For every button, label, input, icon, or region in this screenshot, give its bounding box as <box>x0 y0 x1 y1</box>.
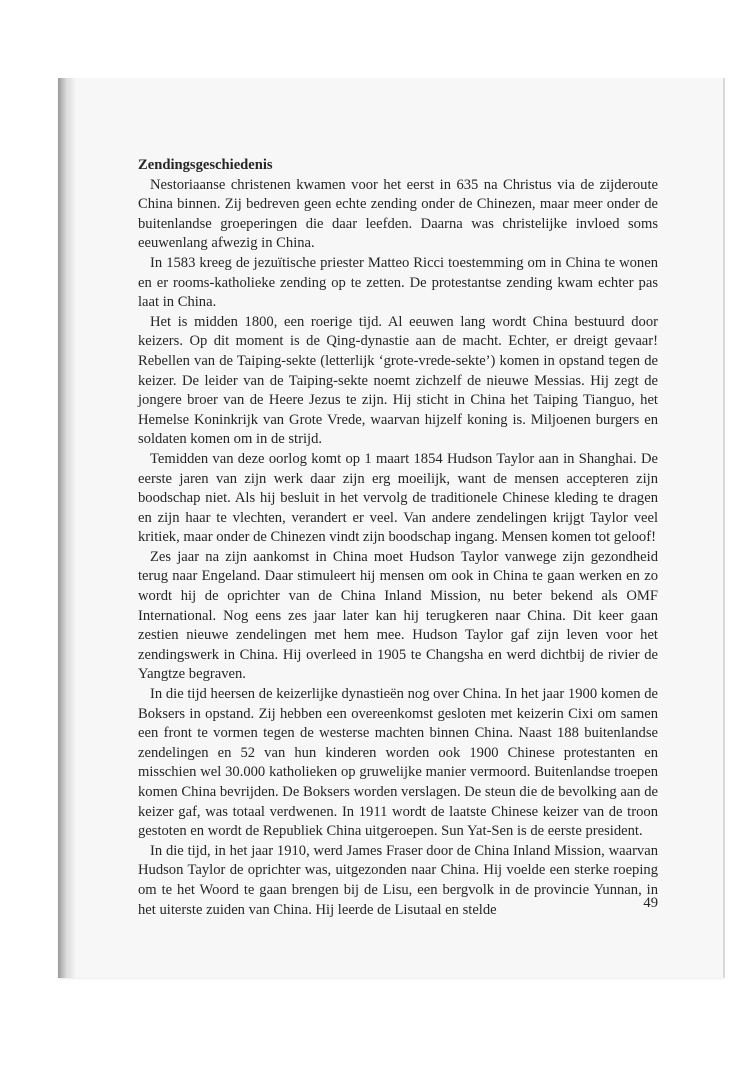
paragraph: In 1583 kreeg de jezuïtische priester Matteo Ricci toestemming om in China te wonen en er rooms-katholieke zending op te zetten. De protestantse zending kwam echter pas laat in China. <box>138 254 658 311</box>
page-gutter <box>68 78 76 978</box>
book <box>58 78 723 990</box>
page-text <box>138 156 658 920</box>
section-heading: Zendingsgeschiedenis <box>138 157 273 173</box>
paragraph: Het is midden 1800, een roerige tijd. Al eeuwen lang wordt China bestuurd door keizers. Op dit moment is de Qing-dynastie aan de macht. Echter, er dreigt gevaar! Rebellen van de Taiping-sekte (letterlijk ‘grote-vrede-sekte’) komen in opstand tegen de keizer. De leider van de Taiping-sekte noemt zichzelf de nieuwe Messias. Hij zegt de jongere broer van de Heere Jezus te zijn. Hij sticht in China het Taiping Tianguo, het Hemelse Koninkrijk van Grote Vrede, waarvan hijzelf koning is. Miljoenen burgers en soldaten komen om in de strijd. <box>138 313 658 448</box>
paragraph: Zes jaar na zijn aankomst in China moet Hudson Taylor vanwege zijn gezondheid terug naar Engeland. Daar stimuleert hij mensen om ook in China te gaan werken en zo wordt hij de oprichter van de China Inland Mission, nu beter bekend als OMF International. Nog eens zes jaar later kan hij terugkeren naar China. Dit keer gaan zestien nieuwe zendelingen met hem mee. Hudson Taylor gaf zijn leven voor het zendingswerk in China. Hij overleed in 1905 te Changsha en werd dichtbij de rivier de Yangtze begraven. <box>138 548 658 683</box>
paragraph: In die tijd heersen de keizerlijke dynastieën nog over China. In het jaar 1900 komen de Boksers in opstand. Zij hebben een overeenkomst gesloten met keizerin Cixi om samen een front te vormen tegen de westerse machten binnen China. Naast 188 buitenlandse zendelingen en 52 van hun kinderen worden ook 1900 Chinese protestanten en misschien wel 30.000 katholieken op gruwelijke manier vermoord. Buitenlandse troepen komen China bevrijden. De Boksers worden verslagen. De steun die de bevolking aan de keizer gaf, was totaal verdwenen. In 1911 wordt de laatste Chinese keizer van de troon gestoten en wordt de Republiek China uitgeroepen. Sun Yat-Sen is de eerste president. <box>138 686 658 840</box>
paragraph: In die tijd, in het jaar 1910, werd James Fraser door de China Inland Mission, waarvan Hudson Taylor de oprichter was, uitgezonden naar China. Hij voelde een sterke roeping om te het Woord te gaan brengen bij de Lisu, een bergvolk in de provincie Yunnan, in het uiterste zuiden van China. Hij leerde de Lisutaal en stelde <box>138 842 658 918</box>
book-page <box>58 78 723 978</box>
paragraph: Nestoriaanse christenen kwamen voor het eerst in 635 na Christus via de zijderoute China binnen. Zij bedreven geen echte zending onder de Chinezen, maar meer onder de buitenlandse groeperingen die daar leefden. Daarna was christelijke invloed soms eeuwenlang afwezig in China. <box>138 176 658 252</box>
paragraph: Temidden van deze oorlog komt op 1 maart 1854 Hudson Taylor aan in Shanghai. De eerste jaren van zijn werk daar zijn erg moeilijk, want de mensen accepteren zijn boodschap niet. Als hij besluit in het vervolg de traditionele Chinese kleding te dragen en zijn haar te vlechten, verandert er veel. Van andere zendelingen krijgt Taylor veel kritiek, maar onder de Chinezen vindt zijn boodschap ingang. Mensen komen tot geloof! <box>138 450 658 546</box>
book-binding <box>58 78 68 978</box>
page-number: 49 <box>643 895 658 911</box>
